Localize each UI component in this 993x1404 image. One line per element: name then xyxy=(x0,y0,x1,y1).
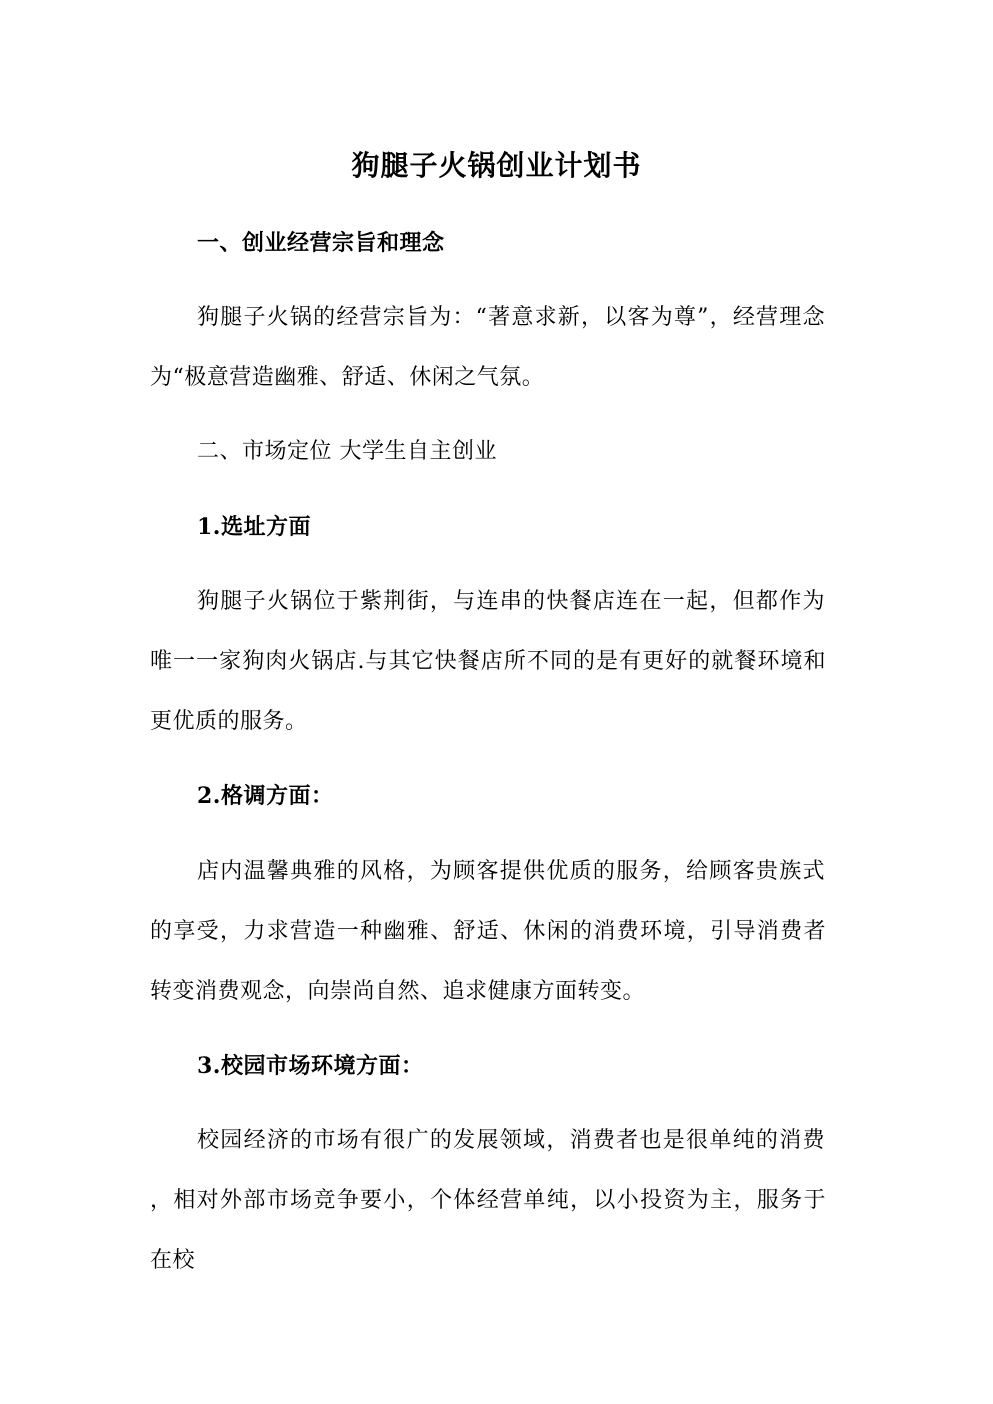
subsection-heading: 1.选址方面 xyxy=(197,514,311,540)
paragraph-line: 更优质的服务。 xyxy=(150,709,308,734)
paragraph-line: ，相对外部市场竞争要小，个体经营单纯，以小投资为主，服务于 xyxy=(150,1188,826,1213)
paragraph-line: 转变消费观念，向崇尚自然、追求健康方面转变。 xyxy=(150,979,646,1004)
paragraph-line: 校园经济的市场有很广的发展领域，消费者也是很单纯的消费 xyxy=(197,1128,825,1153)
paragraph-line: 店内温馨典雅的风格，为顾客提供优质的服务，给顾客贵族式 xyxy=(197,859,825,884)
paragraph-line: 狗腿子火锅的经营宗旨为：“著意求新，以客为尊”，经营理念 xyxy=(197,305,825,330)
paragraph-line: 在校 xyxy=(150,1248,196,1273)
paragraph-line: 狗腿子火锅位于紫荆街，与连串的快餐店连在一起，但都作为 xyxy=(197,589,825,614)
paragraph-line: 的享受，力求营造一种幽雅、舒适、休闲的消费环境，引导消费者 xyxy=(150,919,826,944)
paragraph-line: 为“极意营造幽雅、舒适、休闲之气氛。 xyxy=(150,365,545,390)
document-title: 狗腿子火锅创业计划书 xyxy=(351,149,642,182)
subsection-heading: 3.校园市场环境方面： xyxy=(197,1053,424,1079)
subsection-heading: 2.格调方面： xyxy=(197,783,334,809)
section-heading: 一、创业经营宗旨和理念 xyxy=(197,230,445,256)
section-heading: 二、市场定位 大学生自主创业 xyxy=(197,439,497,464)
paragraph-line: 唯一一家狗肉火锅店.与其它快餐店所不同的是有更好的就餐环境和 xyxy=(150,649,826,674)
